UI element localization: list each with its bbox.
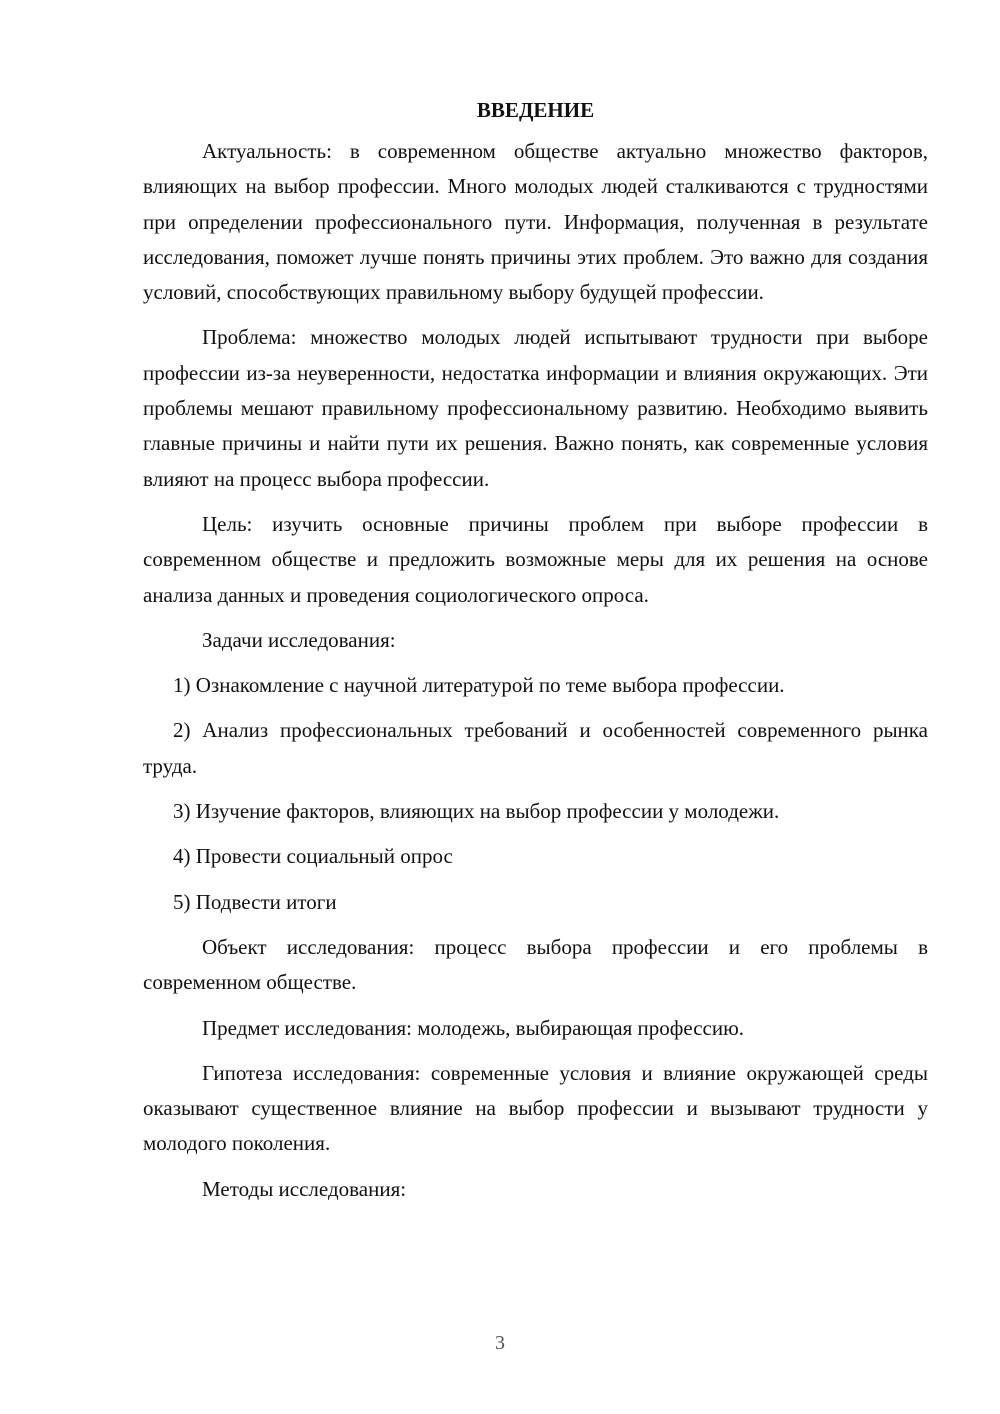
task-item-5: 5) Подвести итоги — [173, 889, 337, 914]
task-item-2: 2) Анализ профессиональных требований и особенностей современного рынка труда. — [143, 718, 928, 778]
task-item-4: 4) Провести социальный опрос — [173, 844, 453, 869]
page-number: 3 — [495, 1332, 505, 1354]
paragraph-methods: Методы исследования: — [202, 1176, 407, 1201]
task-item-3: 3) Изучение факторов, влияющих на выбор профессии у молодежи. — [173, 799, 780, 824]
paragraph-hypothesis: Гипотеза исследования: современные условия и влияние окружающей среды оказывают существенное влияние на выбор профессии и вызывают трудности у молодого поколения. — [143, 1060, 928, 1156]
section-title: ВВЕДЕНИЕ — [476, 98, 595, 122]
paragraph-subject: Предмет исследования: молодежь, выбирающая профессию. — [202, 1015, 745, 1040]
paragraph-problem: Проблема: множество молодых людей испытывают трудности при выборе профессии из-за неуверенности, недостатка информации и влияния окружающих. Эти проблемы мешают правильному профессиональному развитию. Необходимо выявить главные причины и найти пути их решения. Важно понять, как современные условия влияют на процесс выбора профессии. — [143, 325, 928, 491]
page-content — [143, 92, 928, 1217]
paragraph-object: Объект исследования: процесс выбора профессии и его проблемы в современном обществе. — [143, 934, 928, 995]
paragraph-tasks-heading: Задачи исследования: — [202, 627, 396, 652]
paragraph-relevance: Актуальность: в современном обществе актуально множество факторов, влияющих на выбор профессии. Много молодых людей сталкиваются с трудностями при определении профессионального пути. Информация, полученная в результате исследования, поможет лучше понять причины этих проблем. Это важно для создания условий, способствующих правильному выбору будущей профессии. — [143, 139, 928, 305]
paragraph-goal: Цель: изучить основные причины проблем при выборе профессии в современном обществе и предложить возможные меры для их решения на основе анализа данных и проведения социологического опроса. — [143, 511, 928, 607]
task-item-1: 1) Ознакомление с научной литературой по теме выбора профессии. — [173, 673, 785, 698]
